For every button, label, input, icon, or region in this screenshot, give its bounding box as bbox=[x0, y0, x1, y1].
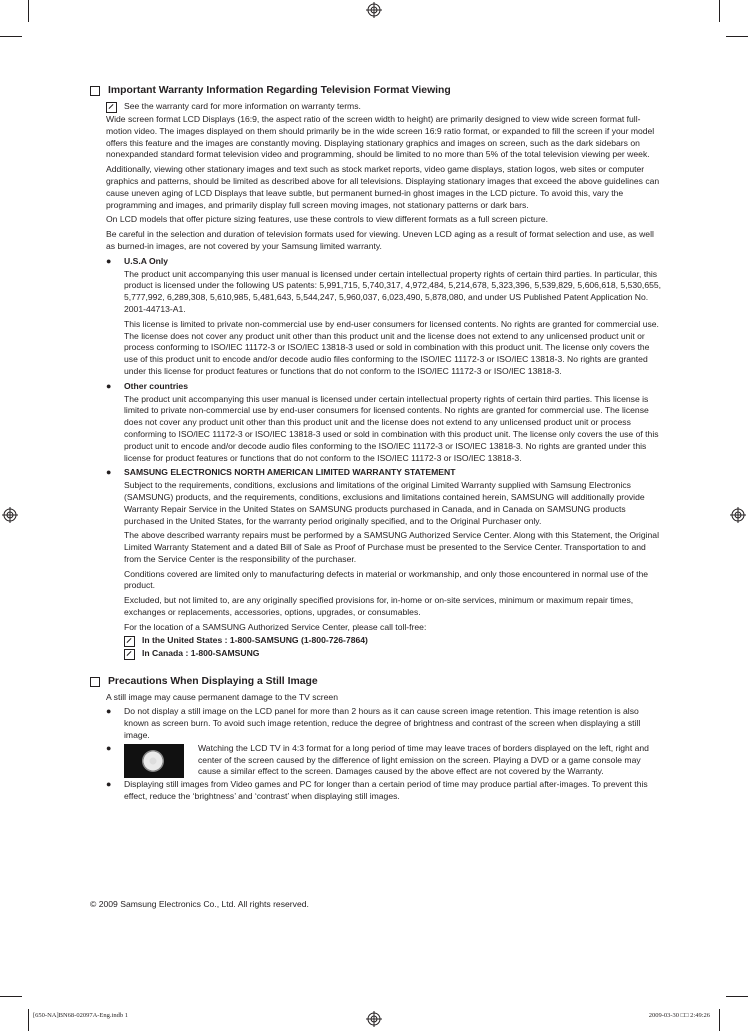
bullet-samsung-warranty: ● SAMSUNG ELECTRONICS NORTH AMERICAN LIMITED WARRANTY STATEMENT bbox=[106, 467, 456, 478]
section-body-still-image bbox=[106, 692, 662, 803]
paragraph: Be careful in the selection and duration of television formats used for viewing. Uneven LCD aging as a result of format selection and use, as well as burned-in images, are not covered by your Samsung limited warranty. bbox=[106, 229, 654, 251]
bullet-other-countries: ● Other countries bbox=[106, 380, 188, 391]
paragraph: This license is limited to private non-commercial use by end-user consumers for licensed contents. No rights are granted for commercial use. The license does not cover any product unit other than this product unit and the license does not extend to any unlicensed product unit or process conforming to ISO/IEC 11172-3 or ISO/IEC 13818-3 used or sold in combination with this product unit. The license only covers the use of this product unit to encode and/or decode audio files conforming to the ISO/IEC 11172-3 or ISO/IEC 13818-3. No rights are granted under this license for product features or functions that do not conform to the ISO/IEC 11172-3 or ISO/IEC 13818-3. bbox=[124, 318, 659, 376]
registration-mark-icon bbox=[366, 2, 382, 18]
flower-image bbox=[142, 750, 164, 772]
note-icon bbox=[124, 649, 135, 660]
tv-screen-image bbox=[124, 744, 184, 778]
bullet-icon: ● bbox=[106, 706, 112, 717]
crop-mark bbox=[0, 996, 22, 997]
paragraph: For the location of a SAMSUNG Authorized Service Center, please call toll-free: bbox=[124, 621, 427, 632]
checkbox-square-icon bbox=[90, 677, 100, 687]
copyright-text: © 2009 Samsung Electronics Co., Ltd. All rights reserved. bbox=[90, 899, 309, 909]
crop-mark bbox=[726, 996, 748, 997]
paragraph: The above described warranty repairs must be performed by a SAMSUNG Authorized Service Center. Along with this Statement, the Original Limited Warranty Statement and a dated Bill of Sale as Proof of Purchase must be presented to the Service Center. Transportation to and from the Service Center is the responsibility of the purchaser. bbox=[124, 530, 659, 564]
section-title-warranty: Important Warranty Information Regarding Television Format Viewing bbox=[90, 84, 662, 98]
note-ca-phone: In Canada : 1-800-SAMSUNG bbox=[124, 648, 662, 660]
paragraph: On LCD models that offer picture sizing features, use these controls to view different formats as a full screen picture. bbox=[106, 214, 548, 225]
paragraph: Excluded, but not limited to, are any originally specified provisions for, in-home or on-site services, minimum or maximum repair times, exchanges or replacements, accessories, options, upgrades, or consumables. bbox=[124, 595, 634, 618]
other-countries-body bbox=[124, 394, 662, 465]
bullet-item: ● Watching the LCD TV in 4:3 format for a long period of time may leave traces of borders displayed on the left, right and center of the screen caused by the difference of light emission on the screen. Playing a DVD or a game console may cause a similar effect to the screen. Damages caused by the above effect are not covered by the Warranty. bbox=[106, 742, 649, 777]
section-title-still-image: Precautions When Displaying a Still Image bbox=[90, 675, 662, 689]
bullet-icon: ● bbox=[106, 255, 112, 266]
section-body-warranty bbox=[106, 101, 662, 660]
registration-mark-icon bbox=[366, 1011, 382, 1027]
footer-file-name: [650-NA]BN68-02097A-Eng.indb 1 bbox=[33, 1012, 128, 1019]
paragraph: The product unit accompanying this user manual is licensed under certain intellectual property rights of certain third parties. In particular, this product is licensed under the following US patents: 5,991,715, 5,740,317, 4,972,484, 5,214,678, 5,323,396, 5,539,829, 5,606,618, 5,530,655, 5,777,992, 6,289,308, 5,610,985, 5,481,643, 5,544,247, 5,960,037, 6,023,490, 5,878,080, and under US Published Patent Application No. 2001-44713-A1. bbox=[124, 268, 662, 314]
bullet-icon: ● bbox=[106, 742, 112, 753]
paragraph: Subject to the requirements, conditions, exclusions and limitations of the original Limited Warranty supplied with Samsung Electronics (SAMSUNG) products, and the requirements, conditions, exclusions and limitations contained herein, SAMSUNG will additionally provide Warranty Repair Service in the United States on SAMSUNG products purchased in Canada, and in Canada on SAMSUNG products purchased in the United States, for the warranty period originally specified, and to the Original Purchaser only. bbox=[124, 480, 645, 526]
bullet-item: ● Displaying still images from Video games and PC for longer than a certain period of time may produce partial after-images. To prevent this effect, reduce the ‘brightness’ and ‘contrast’ when displaying still images. bbox=[106, 779, 648, 802]
note-us-phone: In the United States : 1-800-SAMSUNG (1-800-726-7864) bbox=[124, 635, 662, 647]
paragraph: The product unit accompanying this user manual is licensed under certain intellectual property rights of certain third parties. This license is limited to private non-commercial use by end-user consumers for licensed contents. No rights are granted for commercial use. The license does not cover any product unit other than this product unit and the license does not extend to any unlicensed product unit or process conforming to ISO/IEC 11172-3 or ISO/IEC 13818-3 used or sold in combination with this product unit. The license only covers the use of this product unit to encode and/or decode audio files conforming to the ISO/IEC 11172-3 or ISO/IEC 13818-3. No rights are granted under this license for product features or functions that do not conform to the ISO/IEC 11172-3 or ISO/IEC 13818-3. bbox=[124, 393, 659, 463]
paragraph: Wide screen format LCD Displays (16:9, the aspect ratio of the screen width to height) are primarily designed to view wide screen format full-motion video. The images displayed on them should primarily be in the wide screen 16:9 ratio format, or expanded to fill the screen if your model offers this feature and the images are constantly moving. Displaying stationary graphics and images on screen, such as the dark sidebars on nonexpanded standard format television video and programming, should be limited to no more than 5% of the total television viewing per week. bbox=[106, 114, 655, 160]
bullet-item: ● Do not display a still image on the LCD panel for more than 2 hours as it can cause screen image retention. This image retention is also known as screen burn. To avoid such image retention, reduce the degree of brightness and contrast of the screen when displaying a still image. bbox=[106, 706, 641, 741]
registration-mark-icon bbox=[2, 507, 18, 523]
note: See the warranty card for more information on warranty terms. bbox=[106, 101, 662, 113]
paragraph: A still image may cause permanent damage to the TV screen bbox=[106, 691, 338, 702]
paragraph: Additionally, viewing other stationary images and text such as stock market reports, video game displays, station logos, web sites or computer graphics and patterns, should be limited as described above for all televisions. Displaying stationary images that exceed the above guidelines can cause uneven aging of LCD Displays that leave subtle, but permanent burned-in ghost images in the LCD picture. To avoid this, vary the programming and images, and primarily display full screen moving images, not stationary patterns or dark bars. bbox=[106, 164, 660, 210]
bullet-icon: ● bbox=[106, 380, 112, 391]
crop-mark bbox=[28, 1009, 29, 1031]
registration-mark-icon bbox=[730, 507, 746, 523]
paragraph: Conditions covered are limited only to manufacturing defects in material or workmanship, and only those encountered in normal use of the product. bbox=[124, 568, 649, 591]
note-icon bbox=[106, 102, 117, 113]
crop-mark bbox=[28, 0, 29, 22]
page-content bbox=[90, 84, 662, 804]
checkbox-square-icon bbox=[90, 86, 100, 96]
crop-mark bbox=[726, 36, 748, 37]
crop-mark bbox=[719, 0, 720, 22]
bullet-usa: ● U.S.A Only bbox=[106, 255, 169, 266]
bullet-icon: ● bbox=[106, 779, 112, 790]
crop-mark bbox=[719, 1009, 720, 1031]
usa-body bbox=[124, 269, 662, 378]
footer-timestamp: 2009-03-30 □□ 2:49:26 bbox=[648, 1012, 710, 1019]
samsung-warranty-body bbox=[124, 480, 662, 660]
bullet-icon: ● bbox=[106, 467, 112, 478]
crop-mark bbox=[0, 36, 22, 37]
note-icon bbox=[124, 636, 135, 647]
